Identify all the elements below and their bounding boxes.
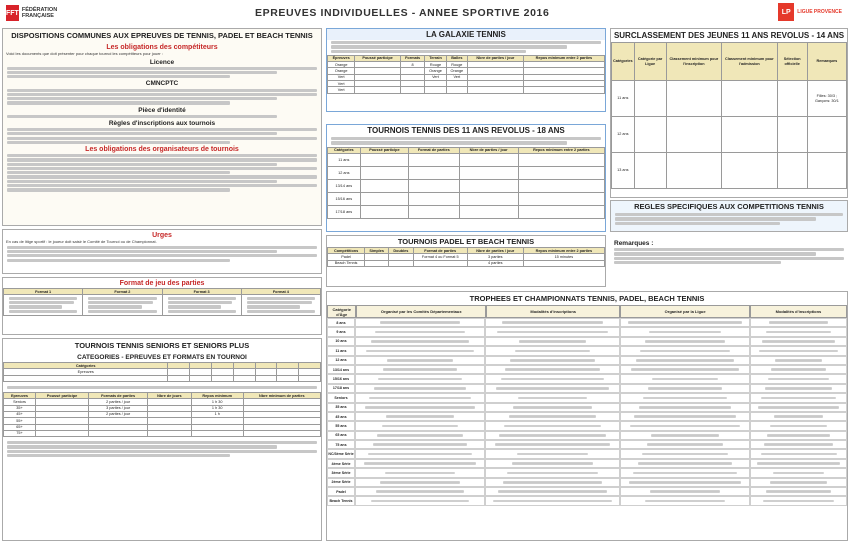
- trophees-cell: [620, 356, 750, 365]
- table-row: [328, 153, 605, 166]
- trophees-cell: [750, 421, 847, 430]
- obligations-organisateurs-title: Les obligations des organisateurs de tournois: [85, 145, 239, 153]
- trophees-cell: [355, 346, 485, 355]
- trophees-cell: [355, 384, 485, 393]
- trophees-cell: [355, 412, 485, 421]
- padel-title: TOURNOIS PADEL ET BEACH TENNIS: [397, 237, 535, 246]
- galaxie-title: LA GALAXIE TENNIS: [327, 29, 605, 40]
- seniors-cat: Seniors: [4, 399, 36, 405]
- trophees-cell: [355, 421, 485, 430]
- trophees-cell: [355, 327, 485, 336]
- format-table: [3, 288, 321, 316]
- galaxie-header: Nbre de parties / jour: [468, 55, 524, 61]
- seniors-categories-table: [3, 362, 321, 382]
- trophees-row: [327, 318, 847, 327]
- trophees-cell: [750, 496, 847, 505]
- trophees-cell: [355, 365, 485, 374]
- u11-cell: 11 ans: [328, 153, 361, 166]
- padel-cell: Padel: [328, 254, 365, 260]
- trophees-cell: [355, 487, 485, 496]
- galaxie-cell: Vert: [425, 74, 446, 80]
- padel-header: Repos minimum entre 2 parties: [523, 248, 604, 254]
- trophees-row: [327, 459, 847, 468]
- trophees-row: [327, 449, 847, 458]
- galaxie-cell: Orange: [328, 62, 355, 68]
- padel-header: Nbre de parties / jour: [467, 248, 523, 254]
- trophees-category: 8 ans: [327, 318, 355, 327]
- trophees-cell: [485, 384, 620, 393]
- u11-header: Format de parties: [409, 147, 459, 153]
- surcl-header: Sélection officielle: [777, 43, 807, 81]
- padel-header: Format de parties: [413, 248, 467, 254]
- seniors-header: Poussé participe: [36, 393, 89, 399]
- galaxie-panel: [326, 28, 606, 112]
- surclassement-title: SURCLASSEMENT DES JEUNES 11 ANS REVOLUS - 14 ANS: [613, 31, 845, 40]
- trophees-category: 12 ans: [327, 356, 355, 365]
- trophees-cell: [485, 487, 620, 496]
- dispositions-panel: [2, 28, 322, 226]
- trophees-cell: [750, 356, 847, 365]
- trophees-cell: [750, 412, 847, 421]
- cmncptc-title: CMNCPTC: [145, 80, 179, 88]
- seniors-cat: 45+: [4, 411, 36, 417]
- trophees-cell: [355, 431, 485, 440]
- format-panel: [2, 277, 322, 335]
- trophees-cell: [750, 337, 847, 346]
- trophees-row: [327, 374, 847, 383]
- trophees-row: [327, 365, 847, 374]
- galaxie-cell: Orange: [425, 68, 446, 74]
- trophees-cell: [750, 393, 847, 402]
- trophees-cell: [485, 346, 620, 355]
- galaxie-header: Épreuves: [328, 55, 355, 61]
- trophees-header-row: [327, 305, 847, 318]
- table-row: [612, 81, 847, 117]
- licence-title: Licence: [149, 58, 175, 66]
- galaxie-cell: Orange: [328, 68, 355, 74]
- trophees-title: TROPHEES ET CHAMPIONNATS TENNIS, PADEL, BEACH TENNIS: [469, 294, 705, 303]
- trophees-cell: [485, 403, 620, 412]
- galaxie-header: Balles: [446, 55, 467, 61]
- trophees-cell: [620, 384, 750, 393]
- trophees-cell: [485, 393, 620, 402]
- trophees-category: 4ème Série: [327, 459, 355, 468]
- trophees-cell: [620, 440, 750, 449]
- trophees-cell: [485, 412, 620, 421]
- table-row: [328, 205, 605, 218]
- format-col: Format 3: [162, 289, 241, 295]
- u11-header: Catégories: [328, 147, 361, 153]
- table-row: [612, 153, 847, 189]
- surcl-cell: Filles: 30/3 ; Garçons: 30/1: [807, 81, 846, 117]
- seniors-cat: 65+: [4, 424, 36, 430]
- trophees-cell: [485, 440, 620, 449]
- trophees-row: [327, 337, 847, 346]
- trophees-cell: [355, 393, 485, 402]
- u11-header: Nbre de parties / jour: [459, 147, 518, 153]
- trophees-row: [327, 468, 847, 477]
- epreuves-label: Epreuves: [4, 369, 168, 375]
- trophees-category: 15/16 ans: [327, 374, 355, 383]
- trophees-header: Organisé par les Comités Départementaux: [356, 305, 486, 318]
- surclassement-panel: [610, 28, 848, 198]
- seniors-cat: 35+: [4, 405, 36, 411]
- padel-header: Simples: [365, 248, 389, 254]
- trophees-cell: [750, 487, 847, 496]
- trophees-cell: [620, 431, 750, 440]
- padel-cell: Format 4 ou Format 5: [413, 254, 467, 260]
- trophees-cell: [750, 459, 847, 468]
- padel-table: [327, 247, 605, 267]
- trophees-cell: [485, 337, 620, 346]
- trophees-cell: [750, 374, 847, 383]
- format-title: Format de jeu des parties: [119, 280, 205, 287]
- trophees-row: [327, 487, 847, 496]
- seniors-header: Formats de parties: [89, 393, 148, 399]
- trophees-cell: [485, 431, 620, 440]
- seniors-header: Nbre minimum de parties: [243, 393, 320, 399]
- trophees-cell: [750, 327, 847, 336]
- seniors-header: Nbre de jours: [148, 393, 192, 399]
- u11-panel: [326, 124, 606, 232]
- trophees-cell: [620, 365, 750, 374]
- u11-cell: 12 ans: [328, 166, 361, 179]
- trophees-row: [327, 440, 847, 449]
- trophees-cell: [620, 478, 750, 487]
- trophees-rows: [327, 318, 847, 506]
- trophees-cell: [485, 468, 620, 477]
- galaxie-cell: Vert: [328, 81, 355, 87]
- padel-cell: Beach Tennis: [328, 260, 365, 266]
- trophees-cell: [355, 468, 485, 477]
- galaxie-cell: Vert: [328, 74, 355, 80]
- trophees-cell: [620, 346, 750, 355]
- trophees-cell: [620, 468, 750, 477]
- trophees-cell: [750, 384, 847, 393]
- trophees-row: [327, 431, 847, 440]
- trophees-cell: [750, 431, 847, 440]
- trophees-cell: [485, 318, 620, 327]
- trophees-cell: [355, 318, 485, 327]
- u11-cell: 15/16 ans: [328, 192, 361, 205]
- trophees-row: [327, 346, 847, 355]
- urgences-title: Urges: [152, 232, 172, 239]
- trophees-row: [327, 403, 847, 412]
- trophees-cell: [620, 374, 750, 383]
- trophees-cell: [620, 403, 750, 412]
- trophees-cell: [485, 449, 620, 458]
- remarques-panel: [610, 238, 848, 288]
- table-row: [328, 179, 605, 192]
- trophees-row: [327, 356, 847, 365]
- trophees-cell: [485, 459, 620, 468]
- seniors-cell: 1 h 30: [191, 399, 243, 405]
- regles-title: REGLES SPECIFIQUES AUX COMPETITIONS TENNIS: [634, 202, 824, 211]
- trophees-category: 45 ans: [327, 412, 355, 421]
- trophees-cell: [620, 318, 750, 327]
- fft-logo: [6, 4, 76, 22]
- surcl-header: Classement minimum pour l'inscription: [666, 43, 722, 81]
- seniors-panel: [2, 338, 322, 541]
- obligations-competiteurs-title: Les obligations des compétiteurs: [106, 44, 218, 51]
- surcl-cell: 12 ans: [612, 117, 635, 153]
- format-col: Format 2: [83, 289, 162, 295]
- padel-header: Doubles: [389, 248, 414, 254]
- trophees-cell: [485, 421, 620, 430]
- trophees-category: 35 ans: [327, 403, 355, 412]
- trophees-category: 10 ans: [327, 337, 355, 346]
- format-col: Format 4: [241, 289, 320, 295]
- regles-inscription-title: Règles d'inscriptions aux tournois: [108, 119, 216, 127]
- surcl-header: Classement minimum pour l'admission: [722, 43, 777, 81]
- trophees-cell: [355, 496, 485, 505]
- galaxie-cell: Orange: [446, 68, 467, 74]
- table-row: [328, 192, 605, 205]
- padel-cell: 15 minutes: [523, 254, 604, 260]
- fft-logo-icon: FFT: [6, 5, 19, 21]
- trophees-category: 11 ans: [327, 346, 355, 355]
- trophees-header: Catégorie d'Âge: [327, 305, 356, 318]
- galaxie-header: Terrain: [425, 55, 446, 61]
- trophees-category: 13/14 ans: [327, 365, 355, 374]
- trophees-row: [327, 412, 847, 421]
- trophees-cell: [620, 421, 750, 430]
- categories-label: Catégories: [4, 363, 168, 369]
- trophees-cell: [620, 412, 750, 421]
- seniors-header: Epreuves: [4, 393, 36, 399]
- u11-cell: 17/18 ans: [328, 205, 361, 218]
- trophees-category: NC/3ème Série: [327, 449, 355, 458]
- trophees-cell: [620, 393, 750, 402]
- table-row: [328, 87, 605, 93]
- trophees-category: 3ème Série: [327, 468, 355, 477]
- surcl-header: Catégorie par Ligue: [634, 43, 666, 81]
- seniors-table: [3, 392, 321, 437]
- trophees-category: 75 ans: [327, 440, 355, 449]
- trophees-category: 17/18 ans: [327, 384, 355, 393]
- trophees-cell: [485, 356, 620, 365]
- galaxie-table: [327, 55, 605, 94]
- trophees-cell: [355, 478, 485, 487]
- surcl-header: Remarques: [807, 43, 846, 81]
- trophees-row: [327, 478, 847, 487]
- trophees-cell: [355, 337, 485, 346]
- league-logo-text: LIGUE PROVENCE: [797, 9, 842, 15]
- trophees-category: Beach Tennis: [327, 496, 355, 505]
- surclassement-table: [611, 42, 847, 189]
- trophees-cell: [750, 440, 847, 449]
- galaxie-header: Poussé participe: [355, 55, 400, 61]
- league-logo-icon: LP: [778, 3, 794, 21]
- galaxie-cell: Vert: [328, 87, 355, 93]
- galaxie-header: Repos minimum entre 2 parties: [523, 55, 604, 61]
- fft-logo-text: FÉDÉRATION FRANÇAISE: [21, 7, 58, 19]
- trophees-panel: [326, 291, 848, 541]
- trophees-row: [327, 327, 847, 336]
- trophees-cell: [620, 327, 750, 336]
- remarques-title: Remarques :: [614, 240, 654, 247]
- table-row: [328, 166, 605, 179]
- league-logo: [778, 3, 842, 21]
- surcl-cell: 11 ans: [612, 81, 635, 117]
- regles-panel: [610, 200, 848, 232]
- trophees-cell: [620, 449, 750, 458]
- trophees-cell: [485, 374, 620, 383]
- trophees-row: [327, 384, 847, 393]
- dispositions-title: DISPOSITIONS COMMUNES AUX EPREUVES DE TENNIS, PADEL ET BEACH TENNIS: [11, 31, 313, 40]
- trophees-cell: [355, 459, 485, 468]
- galaxie-header: Formats: [400, 55, 424, 61]
- seniors-subtitle: CATEGORIES - EPREUVES ET FORMATS EN TOURNOI: [77, 354, 247, 361]
- urgences-text: En cas de litige sportif : le joueur doit saisir le Comité de Tournoi ou de Championnat.: [6, 239, 157, 244]
- trophees-cell: [485, 478, 620, 487]
- seniors-title: TOURNOIS TENNIS SENIORS ET SENIORS PLUS: [74, 341, 250, 350]
- trophees-cell: [485, 327, 620, 336]
- galaxie-cell: Vert: [446, 74, 467, 80]
- seniors-cell: 2 parties / jour: [89, 399, 148, 405]
- urgences-panel: [2, 229, 322, 274]
- seniors-cell: 1 h 30: [191, 405, 243, 411]
- trophees-cell: [620, 337, 750, 346]
- u11-header: Repos minimum entre 2 parties: [518, 147, 604, 153]
- dispositions-intro: Voici les documents que doit présenter pour chaque tournoi les compétiteurs pour jouer :: [6, 51, 163, 56]
- trophees-cell: [355, 356, 485, 365]
- page-title: EPREUVES INDIVIDUELLES - ANNEE SPORTIVE 2016: [255, 7, 550, 19]
- trophees-header: Organisé par la Ligue: [620, 305, 750, 318]
- trophees-cell: [620, 487, 750, 496]
- trophees-cell: [355, 374, 485, 383]
- trophees-cell: [750, 468, 847, 477]
- padel-header: Compétitions: [328, 248, 365, 254]
- surcl-cell: 13 ans: [612, 153, 635, 189]
- trophees-header: Modalités d'inscriptions: [750, 305, 847, 318]
- galaxie-cell: 8: [400, 62, 424, 68]
- padel-cell: 4 parties: [467, 260, 523, 266]
- trophees-cell: [355, 449, 485, 458]
- trophees-category: 65 ans: [327, 431, 355, 440]
- trophees-category: Seniors: [327, 393, 355, 402]
- table-row: [4, 430, 321, 436]
- trophees-cell: [750, 346, 847, 355]
- surcl-header: Catégories: [612, 43, 635, 81]
- trophees-category: 55 ans: [327, 421, 355, 430]
- piece-title: Pièce d'identité: [138, 106, 186, 114]
- trophees-row: [327, 421, 847, 430]
- trophees-cell: [750, 403, 847, 412]
- u11-title: TOURNOIS TENNIS DES 11 ANS REVOLUS - 18 ANS: [367, 126, 565, 135]
- format-col: Format 1: [4, 289, 83, 295]
- u11-cell: 13/14 ans: [328, 179, 361, 192]
- trophees-category: 9 ans: [327, 327, 355, 336]
- trophees-cell: [485, 365, 620, 374]
- seniors-cell: 2 parties / jour: [89, 411, 148, 417]
- trophees-cell: [355, 440, 485, 449]
- u11-table: [327, 147, 605, 219]
- u11-header: Poussé participe: [360, 147, 408, 153]
- seniors-cat: 55+: [4, 418, 36, 424]
- trophees-cell: [750, 365, 847, 374]
- trophees-cell: [620, 496, 750, 505]
- galaxie-cell: Rouge: [425, 62, 446, 68]
- table-row: [328, 260, 605, 266]
- trophees-cell: [355, 403, 485, 412]
- trophees-category: Padel: [327, 487, 355, 496]
- trophees-cell: [620, 459, 750, 468]
- seniors-cat: 75+: [4, 430, 36, 436]
- trophees-row: [327, 393, 847, 402]
- trophees-cell: [750, 449, 847, 458]
- trophees-row: [327, 496, 847, 505]
- seniors-cell: 3 parties / jour: [89, 405, 148, 411]
- seniors-cell: 1 h: [191, 411, 243, 417]
- galaxie-cell: Rouge: [446, 62, 467, 68]
- table-row: [612, 117, 847, 153]
- padel-panel: [326, 235, 606, 287]
- trophees-cell: [485, 496, 620, 505]
- seniors-header: Repos minimum: [191, 393, 243, 399]
- trophees-cell: [750, 478, 847, 487]
- trophees-cell: [750, 318, 847, 327]
- header: [0, 0, 850, 26]
- padel-cell: 3 parties: [467, 254, 523, 260]
- trophees-header: Modalités d'inscriptions: [486, 305, 620, 318]
- trophees-category: 2ème Série: [327, 478, 355, 487]
